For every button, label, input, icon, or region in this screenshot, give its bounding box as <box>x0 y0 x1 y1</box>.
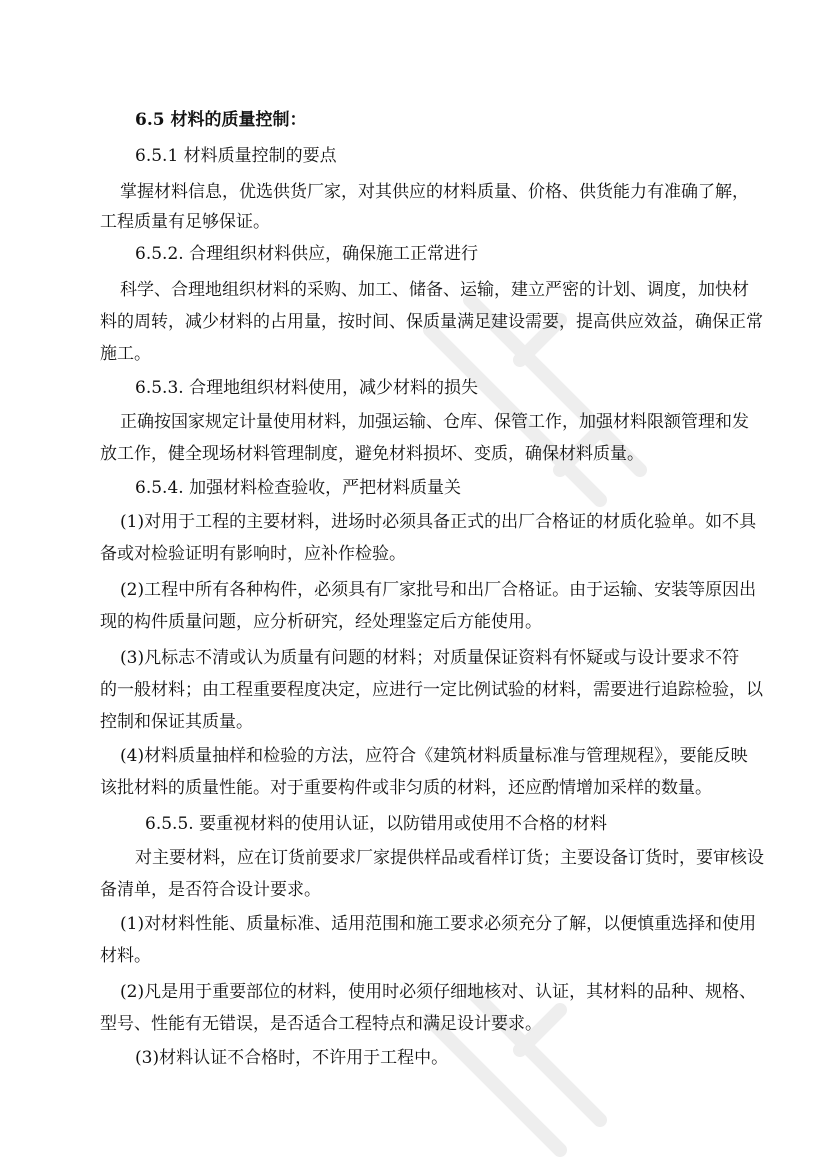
paragraph-line: (3)凡标志不清或认为质量有问题的材料；对质量保证资料有怀疑或与设计要求不符 <box>120 648 740 668</box>
paragraph-line: 科学、合理地组织材料的采购、加工、储备、运输，建立严密的计划、调度，加快材 <box>120 280 749 300</box>
paragraph-line: (1)对材料性能、质量标准、适用范围和施工要求必须充分了解，以便慎重选择和使用 <box>120 914 757 934</box>
paragraph-line: (2)工程中所有各种构件，必须具有厂家批号和出厂合格证。由于运输、安装等原因出 <box>120 580 757 600</box>
subheading-6-5-4: 6.5.4. 加强材料检查验收，严把材料质量关 <box>135 478 462 498</box>
paragraph-line: (3)材料认证不合格时，不许用于工程中。 <box>135 1048 449 1068</box>
paragraph-line: 控制和保证其质量。 <box>100 712 253 732</box>
paragraph-line: 施工。 <box>100 344 151 364</box>
section-heading: 6.5 材料的质量控制： <box>135 110 307 130</box>
paragraph-line: 放工作，健全现场材料管理制度，避免材料损坏、变质，确保材料质量。 <box>100 444 644 464</box>
paragraph-line: (4)材料质量抽样和检验的方法，应符合《建筑材料质量标准与管理规程》，要能反映 <box>120 746 748 766</box>
paragraph-line: 料的周转，减少材料的占用量，按时间、保质量满足建设需要，提高供应效益，确保正常 <box>100 312 763 332</box>
paragraph-line: (2)凡是用于重要部位的材料，使用时必须仔细地核对、认证，其材料的品种、规格、 <box>120 982 757 1002</box>
paragraph-line: 型号、性能有无错误，是否适合工程特点和满足设计要求。 <box>100 1014 542 1034</box>
paragraph-line: 正确按国家规定计量使用材料，加强运输、仓库、保管工作，加强材料限额管理和发 <box>120 412 749 432</box>
subheading-6-5-3: 6.5.3. 合理地组织材料使用，减少材料的损失 <box>135 378 479 398</box>
paragraph-line: 现的构件质量问题，应分析研究，经处理鉴定后方能使用。 <box>100 612 542 632</box>
paragraph-line: 材料。 <box>100 946 151 966</box>
paragraph-line: 备清单，是否符合设计要求。 <box>100 880 321 900</box>
subheading-6-5-2: 6.5.2. 合理组织材料供应，确保施工正常进行 <box>135 244 479 264</box>
paragraph-line: 该批材料的质量性能。对于重要构件或非匀质的材料，还应酌情增加采样的数量。 <box>100 778 712 798</box>
paragraph-line: 的一般材料；由工程重要程度决定，应进行一定比例试验的材料，需要进行追踪检验，以 <box>100 680 763 700</box>
paragraph-line: 对主要材料，应在订货前要求厂家提供样品或看样订货；主要设备订货时，要审核设 <box>135 848 764 868</box>
paragraph-line: 工程质量有足够保证。 <box>100 212 270 232</box>
subheading-6-5-1: 6.5.1 材料质量控制的要点 <box>135 146 337 166</box>
subheading-6-5-5: 6.5.5. 要重视材料的使用认证，以防错用或使用不合格的材料 <box>145 814 608 834</box>
paragraph-line: 掌握材料信息，优选供货厂家，对其供应的材料质量、价格、供货能力有准确了解， <box>120 182 749 202</box>
paragraph-line: (1)对用于工程的主要材料，进场时必须具备正式的出厂合格证的材质化验单。如不具 <box>120 512 757 532</box>
paragraph-line: 备或对检验证明有影响时，应补作检验。 <box>100 544 406 564</box>
